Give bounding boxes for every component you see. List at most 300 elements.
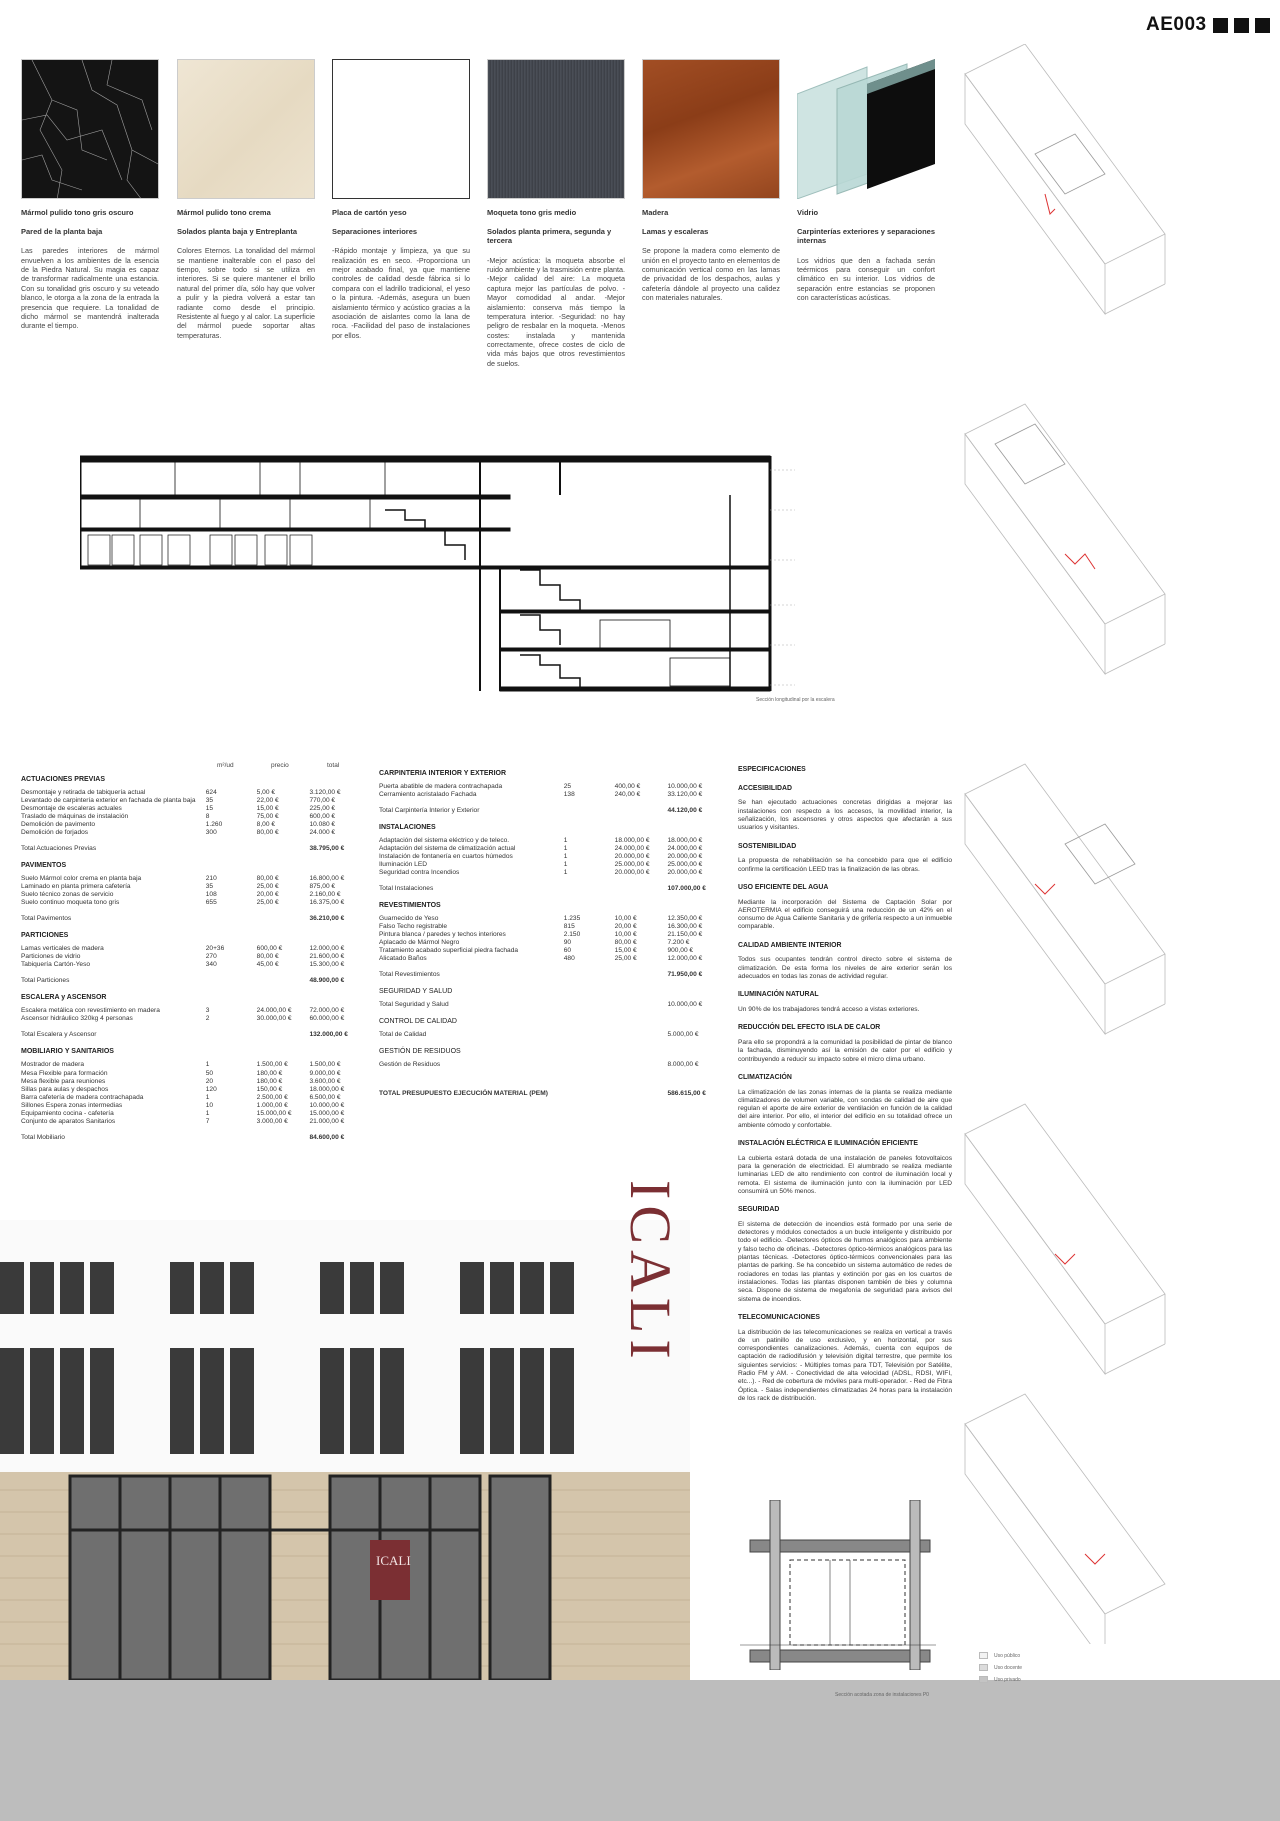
budget-price: 30.000,00 € <box>256 1015 292 1023</box>
budget-amount: 10.000,00 € <box>309 1101 345 1109</box>
budget-subtotal-label: Gestión de Residuos <box>379 1061 441 1069</box>
budget-qty: 1 <box>205 1061 210 1069</box>
budget-amount: 10.000,00 € <box>667 783 703 790</box>
spec-heading: ACCESIBILIDAD <box>738 784 792 792</box>
budget-subtotal: 38.795,00 € <box>309 845 345 853</box>
budget-subtotal: 107.000,00 € <box>667 885 706 893</box>
budget-row <box>21 805 366 813</box>
budget-price: 25.000,00 € <box>614 861 650 869</box>
budget-amount: 600,00 € <box>309 813 336 821</box>
legend-item <box>979 1676 1022 1683</box>
budget-amount: 33.120,00 € <box>667 791 703 799</box>
budget-item: Suelo Mármol color crema en planta baja <box>21 875 142 883</box>
budget-qty: 108 <box>205 891 217 899</box>
budget-item: Mesa flexible para reuniones <box>21 1077 106 1085</box>
budget-item: Demolición de pavimento <box>21 821 96 829</box>
budget-row <box>21 961 366 969</box>
budget-row <box>21 813 366 821</box>
budget-price: 15.000,00 € <box>256 1109 292 1117</box>
budget-row <box>379 947 724 955</box>
budget-item: Traslado de máquinas de instalación <box>21 813 129 821</box>
carpet-swatch <box>487 59 625 199</box>
budget-amount: 24.000,00 € <box>667 845 703 853</box>
budget-section-title: MOBILIARIO Y SANITARIOS <box>21 1048 114 1056</box>
material-wood <box>642 59 780 303</box>
budget-qty: 25 <box>563 783 572 790</box>
budget-qty: 340 <box>205 961 217 969</box>
budget-item: Seguridad contra Incendios <box>379 869 460 877</box>
budget-item: Cerramiento acristalado Fachada <box>379 791 477 799</box>
budget-section-title: PARTICIONES <box>21 932 69 940</box>
budget-price: 1.000,00 € <box>256 1101 288 1109</box>
budget-row <box>21 1086 366 1094</box>
budget-row <box>21 883 366 891</box>
budget-amount: 16.800,00 € <box>309 875 345 883</box>
budget-qty: 60 <box>563 947 572 955</box>
material-name: Moqueta tono gris medio <box>487 208 577 217</box>
budget-section <box>379 824 724 892</box>
budget-subtotal-label: Total Escalera y Ascensor <box>21 1031 97 1039</box>
detail-caption: Sección acotada zona de instalaciones P0 <box>835 1692 929 1698</box>
ground-pavement <box>0 1680 1280 1821</box>
spec-heading: INSTALACIÓN ELÉCTRICA E ILUMINACIÓN EFICIENTE <box>738 1140 918 1148</box>
sheet-marker-square <box>1213 18 1228 33</box>
budget-section <box>379 770 724 814</box>
budget-section-title: GESTIÓN DE RESIDUOS <box>379 1048 461 1056</box>
budget-row <box>21 821 366 829</box>
budget-subtotal-row <box>21 977 366 984</box>
spec-heading: USO EFICIENTE DEL AGUA <box>738 883 829 891</box>
spec-heading: TELECOMUNICACIONES <box>738 1313 820 1321</box>
budget-subtotal: 132.000,00 € <box>309 1031 348 1039</box>
material-name: Placa de cartón yeso <box>332 208 407 217</box>
budget-amount: 24.000 € <box>309 829 336 837</box>
budget-subtotal: 48.900,00 € <box>309 977 345 985</box>
budget-amount: 6.500,00 € <box>309 1093 341 1101</box>
legend-label: Uso público <box>994 1652 1021 1659</box>
budget-item: Alicatado Baños <box>379 955 427 963</box>
budget-price: 20.000,00 € <box>614 853 650 861</box>
budget-qty: 1 <box>563 861 568 869</box>
budget-price: 10,00 € <box>614 915 637 923</box>
budget-qty: 50 <box>205 1069 214 1077</box>
legend-item <box>979 1664 1022 1671</box>
budget-item: Lamas verticales de madera <box>21 945 104 953</box>
budget-item: Aplacado de Mármol Negro <box>379 939 460 947</box>
usage-legend <box>979 1652 1022 1688</box>
budget-qty: 2.150 <box>563 931 581 939</box>
plasterboard-swatch <box>332 59 470 199</box>
budget-row <box>21 1118 366 1126</box>
budget-row <box>379 853 724 861</box>
budget-subtotal: 71.950,00 € <box>667 971 703 979</box>
material-description: Los vidrios que den a fachada serán teérmicos para conseguir un confort climático en su interior. Los vidrios de separación entre estancias se proponen con características acústicas. <box>797 255 935 303</box>
budget-amount: 16.375,00 € <box>309 899 345 907</box>
budget-item: Instalación de fontanería en cuartos húmedos <box>379 853 513 861</box>
budget-subtotal-row <box>379 807 724 814</box>
specifications-panel <box>738 766 952 1403</box>
budget-item: Mesa Flexible para formación <box>21 1069 108 1077</box>
material-description: Se propone la madera como elemento de unión en el proyecto tanto en elementos de comunicación vertical como en las lamas de privacidad de los despachos, aulas y cafetería dándole al proyecto una calidez con materiales naturales. <box>642 246 780 303</box>
budget-row <box>21 1110 366 1118</box>
budget-subtotal: 8.000,00 € <box>667 1061 699 1069</box>
budget-price: 22,00 € <box>256 797 279 805</box>
spec-text: La cubierta estará dotada de una instalación de paneles fotovoltaicos para la generación de electricidad. El alumbrado se realiza mediante luminarias LED de alto rendimiento con control de iluminación local y remota. El sistema de iluminación junto con la iluminación por LED consumirá un 50% menos. <box>738 1154 952 1195</box>
budget-qty: 1.260 <box>205 821 223 829</box>
budget-item: Suelo técnico zonas de servicio <box>21 891 114 899</box>
budget-item: Adaptación del sistema eléctrico y de teleco. <box>379 837 510 845</box>
material-carpet <box>487 59 625 368</box>
budget-amount: 20.000,00 € <box>667 869 703 877</box>
budget-subtotal: 10.000,00 € <box>667 1001 703 1009</box>
budget-section <box>379 902 724 978</box>
material-cream-marble <box>177 59 315 340</box>
material-glass <box>797 59 935 303</box>
budget-price: 25,00 € <box>256 899 279 907</box>
budget-section-title: CARPINTERIA INTERIOR Y EXTERIOR <box>379 770 507 777</box>
budget-qty: 270 <box>205 953 217 961</box>
budget-qty: 7 <box>205 1117 210 1125</box>
grand-total-row <box>379 1090 724 1097</box>
material-use: Lamas y escaleras <box>642 227 709 236</box>
spec-text: La distribución de las telecomunicaciones se realiza en vertical a través de un patinillo de uso exclusivo, y en horizontal, por sus correspondientes canalizaciones. Además, cuenta con equipos de captación de radiodifusión y televisión digital terrestre, que permite los siguientes servicios: - Múltiples tomas para TDT, Televisión por Satélite, Radio FM y AM. - Conectividad de alta velocidad (ADSL, RDSI, WIFI, etc...). - Red de cobertura de móviles para multi-operador. - Red de Fibra Óptica. - Salas independientes climatizadas 24 horas para la instalación de los rack de distribución. <box>738 1328 952 1402</box>
budget-subtotal-label: Total Revestimientos <box>379 971 440 979</box>
budget-price: 3.000,00 € <box>256 1117 288 1125</box>
budget-amount: 12.350,00 € <box>667 915 703 923</box>
material-dark-marble <box>21 59 159 331</box>
material-plasterboard <box>332 59 470 340</box>
budget-qty: 8 <box>205 813 210 821</box>
budget-section <box>379 1048 724 1068</box>
budget-row <box>21 1102 366 1110</box>
budget-section <box>379 1018 724 1038</box>
budget-subtotal: 44.120,00 € <box>667 807 703 815</box>
spec-heading: SOSTENIBILIDAD <box>738 842 797 850</box>
budget-price: 15,00 € <box>614 947 637 955</box>
budget-section-title: PAVIMENTOS <box>21 862 67 870</box>
budget-section <box>21 1048 366 1140</box>
budget-row <box>379 783 724 791</box>
budget-subtotal-label: Total Pavimentos <box>21 915 72 923</box>
legend-label: Uso docente <box>994 1664 1023 1671</box>
budget-row <box>379 923 724 931</box>
budget-subtotal-label: Total Carpintería Interior y Exterior <box>379 807 480 815</box>
legend-label: Uso privado <box>994 1676 1021 1683</box>
budget-amount: 25.000,00 € <box>667 861 703 869</box>
budget-row <box>21 829 366 837</box>
grand-total-label: TOTAL PRESUPUESTO EJECUCIÓN MATERIAL (PEM) <box>379 1090 548 1098</box>
budget-row <box>379 931 724 939</box>
budget-subtotal-row <box>21 1134 366 1141</box>
budget-price: 180,00 € <box>256 1069 283 1077</box>
budget-row <box>21 953 366 961</box>
spec-heading: CALIDAD AMBIENTE INTERIOR <box>738 941 842 949</box>
budget-price: 80,00 € <box>256 875 279 883</box>
col-header-total: total <box>327 762 340 769</box>
budget-item: Ascensor hidráulico 320kg 4 personas <box>21 1015 133 1023</box>
legend-item <box>979 1652 1022 1659</box>
budget-subtotal: 84.600,00 € <box>309 1133 345 1141</box>
spec-text: La climatización de las zonas internas de la planta se realiza mediante climatizadores de volumen variable, con sondas de calidad de aire que regulan el aporte de aire exterior de ventilación en función de la calidad del aire interior. Por ello, el interior del edificio en su totalidad ofrece un ambiente cómodo y confortable. <box>738 1088 952 1129</box>
budget-row <box>21 1094 366 1102</box>
budget-price: 20,00 € <box>256 891 279 899</box>
budget-item: Desmontaje y retirada de tabiquería actual <box>21 789 146 796</box>
budget-amount: 1.500,00 € <box>309 1061 341 1069</box>
budget-qty: 90 <box>563 939 572 947</box>
budget-section <box>21 932 366 984</box>
budget-subtotal-label: Total Seguridad y Salud <box>379 1001 449 1009</box>
sheet-code: AE003 <box>1146 14 1207 35</box>
budget-item: Levantado de carpintería exterior en fachada de planta baja <box>21 797 196 805</box>
material-use: Carpinterías exteriores y separaciones internas <box>797 227 935 246</box>
budget-qty: 1 <box>563 837 568 845</box>
spec-heading: SEGURIDAD <box>738 1206 780 1214</box>
budget-price: 24.000,00 € <box>256 1007 292 1015</box>
budget-amount: 20.000,00 € <box>667 853 703 861</box>
budget-subtotal-row <box>379 885 724 892</box>
material-use: Pared de la planta baja <box>21 227 103 236</box>
budget-qty: 35 <box>205 797 214 805</box>
budget-amount: 3.120,00 € <box>309 789 341 796</box>
budget-row <box>21 1015 366 1023</box>
budget-row <box>379 939 724 947</box>
material-use: Solados planta baja y Entreplanta <box>177 227 298 236</box>
budget-amount: 7.200 € <box>667 939 690 947</box>
budget-price: 18.000,00 € <box>614 837 650 845</box>
spec-heading: REDUCCIÓN DEL EFECTO ISLA DE CALOR <box>738 1024 881 1032</box>
budget-qty: 35 <box>205 883 214 891</box>
budget-item: Puerta abatible de madera contrachapada <box>379 783 503 790</box>
budget-subtotal-label: Total Particiones <box>21 977 70 985</box>
budget-qty: 1 <box>563 853 568 861</box>
glass-swatch <box>797 59 935 199</box>
budget-price: 25,00 € <box>256 883 279 891</box>
budget-amount: 10.080 € <box>309 821 336 829</box>
spec-text: La propuesta de rehabilitación se ha concebido para que el edificio confirme la certificación LEED tras la finalización de las obras. <box>738 857 952 873</box>
budget-section-title: REVESTIMIENTOS <box>379 902 441 910</box>
grand-total: 586.615,00 € <box>667 1090 706 1098</box>
budget-amount: 2.160,00 € <box>309 891 341 899</box>
budget-qty: 300 <box>205 829 217 837</box>
budget-subtotal-row <box>379 1031 724 1038</box>
budget-amount: 225,00 € <box>309 805 336 813</box>
spec-heading: ILUMINACIÓN NATURAL <box>738 991 819 999</box>
budget-item: Iluminación LED <box>379 861 428 869</box>
budget-section-title: ESCALERA y ASCENSOR <box>21 994 107 1002</box>
budget-price: 20.000,00 € <box>614 869 650 877</box>
budget-row <box>21 1070 366 1078</box>
material-name: Mármol pulido tono gris oscuro <box>21 208 134 217</box>
budget-subtotal: 5.000,00 € <box>667 1031 699 1039</box>
budget-qty: 480 <box>563 955 575 963</box>
budget-item: Sillones Espera zonas intermedias <box>21 1101 123 1109</box>
budget-amount: 15.000,00 € <box>309 1109 345 1117</box>
budget-row <box>21 789 366 797</box>
budget-subtotal-row <box>379 971 724 978</box>
material-use: Solados planta primera, segunda y tercera <box>487 227 612 246</box>
budget-subtotal-row <box>379 1001 724 1008</box>
budget-subtotal-label: Total Mobiliario <box>21 1133 65 1141</box>
budget-row <box>21 1061 366 1069</box>
material-description: -Mejor acústica: la moqueta absorbe el ruido ambiente y la trasmisión entre planta. -Mejor calidad del aire: La moqueta captura mejor las partículas de polvo. -Mayor comodidad al andar. -Mejor aislamiento: conserva más tiempo la temperatura interior. -Seguridad: no hay peligro de resbalar en la moqueta. -Menos costes: instalada y mantenida correctamente, ofrece costes de ciclo de vida más bajos que otros revestimientos de suelos. <box>487 255 625 368</box>
budget-qty: 624 <box>205 789 217 796</box>
budget-amount: 16.300,00 € <box>667 923 703 931</box>
budget-item: Escalera metálica con revestimiento en madera <box>21 1007 160 1015</box>
installation-detail-drawing <box>740 1500 936 1670</box>
spec-text: Un 90% de los trabajadores tendrá acceso a vistas exteriores. <box>738 1005 920 1013</box>
budget-row <box>21 945 366 953</box>
budget-amount: 18.000,00 € <box>309 1085 345 1093</box>
spec-text: Todos sus ocupantes tendrán control directo sobre el sistema de climatización. De esta forma los niveles de aire exterior serán los adecuados en todas las zonas de actividad regular. <box>738 956 952 980</box>
budget-row <box>21 797 366 805</box>
sheet-marker-square <box>1255 18 1270 33</box>
budget-subtotal-row <box>21 1031 366 1038</box>
budget-amount: 21.150,00 € <box>667 931 703 939</box>
budget-item: Tabiquería Cartón-Yeso <box>21 961 91 969</box>
budget-item: Laminado en planta primera cafetería <box>21 883 131 891</box>
longitudinal-section-drawing <box>80 450 800 710</box>
budget-qty: 210 <box>205 875 217 883</box>
budget-amount: 875,00 € <box>309 883 336 891</box>
material-name: Mármol pulido tono crema <box>177 208 271 217</box>
budget-item: Falso Techo registrable <box>379 923 448 931</box>
budget-left-column <box>21 766 366 1141</box>
budget-item: Adaptación del sistema de climatización actual <box>379 845 516 853</box>
budget-right-column <box>379 760 724 1097</box>
spec-text: El sistema de detección de incendios está formado por una serie de detectores y módulos conectados a un bucle inteligente y distribuido por todo el edificio. -Detectores ópticos de humos analógicos para ambiente y falso techo de oficinas. -Detectores óptico-térmicos analógicos para las plantas técnicas. -Detectores óptico-térmicos convencionales para las plantas de parking. Se ha concebido un sistema automático de redes de rociadores en todas las plantas y extinción por gas en los cuartos de instalaciones. Todas las plantas disponen también de bies y columna seca. Dispone de sistema de megafonía de seguridad para avisos del sistema de incendios. <box>738 1220 952 1303</box>
budget-section-title: ACTUACIONES PREVIAS <box>21 776 106 783</box>
budget-row <box>379 837 724 845</box>
budget-qty: 1 <box>563 845 568 853</box>
budget-qty: 15 <box>205 805 214 813</box>
spec-text: Para ello se propondrá a la comunidad la posibilidad de pintar de blanco la fachada, disminuyendo así la emisión de calor por el edificio y contribuyendo a reducir su impacto sobre el micro clima urbano. <box>738 1038 952 1063</box>
spec-text: Mediante la incorporación del Sistema de Captación Solar por AEROTERMIA el edificio conseguirá una reducción de un 42% en el consumo de Agua Caliente Sanitaria y de grifería respecto a un inmueble comparable. <box>738 898 952 931</box>
spec-heading: ESPECIFICACIONES <box>738 766 806 773</box>
facade-render <box>0 1180 690 1680</box>
budget-qty: 1 <box>205 1109 210 1117</box>
budget-section <box>21 862 366 922</box>
budget-price: 150,00 € <box>256 1085 283 1093</box>
budget-amount: 770,00 € <box>309 797 336 805</box>
budget-subtotal: 36.210,00 € <box>309 915 345 923</box>
budget-row <box>21 1078 366 1086</box>
budget-subtotal-row <box>21 915 366 922</box>
budget-item: Mostrador de madera <box>21 1061 85 1069</box>
spec-heading: CLIMATIZACIÓN <box>738 1073 792 1081</box>
budget-qty: 20+36 <box>205 945 225 953</box>
budget-price: 1.500,00 € <box>256 1061 288 1069</box>
budget-row <box>21 875 366 883</box>
budget-price: 24.000,00 € <box>614 845 650 853</box>
budget-row <box>21 899 366 907</box>
material-description: Las paredes interiores de mármol envuelven a los ambientes de la esencia de la Piedra Natural. Su magia es capaz de transformar radicalmente una estancia. Con su tonalidad gris oscuro y su veteado blanco, le otorga a la zona de la entrada la presencia que requiere. La tonalidad de dicho mármol se mantendrá inalterada durante el tiempo. <box>21 246 159 331</box>
budget-price: 8,00 € <box>256 821 275 829</box>
budget-item: Guarnecido de Yeso <box>379 915 439 923</box>
budget-price: 45,00 € <box>256 961 279 969</box>
material-name: Madera <box>642 208 669 217</box>
budget-price: 240,00 € <box>614 791 641 799</box>
budget-item: Equipamiento cocina - cafetería <box>21 1109 114 1117</box>
sheet-marker-square <box>1234 18 1249 33</box>
col-header-unit: m²/ud <box>217 762 234 769</box>
budget-qty: 655 <box>205 899 217 907</box>
facade-vertical-logo: ICALI <box>618 1180 683 1365</box>
budget-subtotal-row <box>21 845 366 852</box>
legend-swatch <box>979 1664 988 1671</box>
budget-amount: 21.600,00 € <box>309 953 345 961</box>
budget-amount: 72.000,00 € <box>309 1007 345 1015</box>
budget-qty: 138 <box>563 791 575 799</box>
budget-item: Conjunto de aparatos Sanitarios <box>21 1117 116 1125</box>
budget-row <box>21 1007 366 1015</box>
budget-section-title: CONTROL DE CALIDAD <box>379 1018 457 1026</box>
budget-price: 10,00 € <box>614 931 637 939</box>
budget-row <box>379 915 724 923</box>
budget-row <box>379 861 724 869</box>
budget-price: 5,00 € <box>256 789 275 796</box>
legend-swatch <box>979 1652 988 1659</box>
budget-qty: 120 <box>205 1085 217 1093</box>
budget-qty: 815 <box>563 923 575 931</box>
budget-row <box>379 955 724 963</box>
budget-price: 80,00 € <box>256 829 279 837</box>
budget-item: Sillas para aulas y despachos <box>21 1085 109 1093</box>
budget-qty: 1 <box>563 869 568 877</box>
budget-item: Barra cafetería de madera contrachapada <box>21 1093 144 1101</box>
facade-door-sign: ICALI <box>376 1553 411 1568</box>
material-use: Separaciones interiores <box>332 227 418 236</box>
budget-amount: 60.000,00 € <box>309 1015 345 1023</box>
budget-subtotal-label: Total Actuaciones Previas <box>21 845 97 853</box>
budget-price: 2.500,00 € <box>256 1093 288 1101</box>
budget-section-title: SEGURIDAD Y SALUD <box>379 988 453 996</box>
budget-qty: 3 <box>205 1007 210 1015</box>
budget-amount: 21.000,00 € <box>309 1117 345 1125</box>
budget-row <box>379 869 724 877</box>
wood-swatch <box>642 59 780 199</box>
legend-swatch <box>979 1676 988 1683</box>
budget-price: 20,00 € <box>614 923 637 931</box>
section-caption: Sección longitudinal por la escalera <box>756 697 835 703</box>
budget-amount: 3.600,00 € <box>309 1077 341 1085</box>
exploded-axonometric-drawing <box>955 44 1185 1644</box>
budget-subtotal-label: Total Instalaciones <box>379 885 434 893</box>
budget-item: Particiones de vidrio <box>21 953 81 961</box>
budget-section-title: INSTALACIONES <box>379 824 436 832</box>
materials-panel <box>21 59 941 399</box>
budget-price: 600,00 € <box>256 945 283 953</box>
material-description: -Rápido montaje y limpieza, ya que su realización es en seco. -Proporciona un mejor acabado final, ya que mantiene controles de calidad desde fábrica si lo compara con el ladrillo tradicional, el yeso o la pintura. -Además, asegura un buen aislamiento térmico y acústico gracias a la asociación de aislantes como la lana de roca. -Facilidad del paso de instalaciones por ellos. <box>332 246 470 340</box>
budget-section <box>21 776 366 852</box>
budget-item: Tratamiento acabado superficial piedra fachada <box>379 947 519 955</box>
budget-section <box>21 994 366 1038</box>
budget-amount: 12.000,00 € <box>309 945 345 953</box>
budget-amount: 15.300,00 € <box>309 961 345 969</box>
budget-qty: 1.235 <box>563 915 581 923</box>
spec-text: Se han ejecutado actuaciones concretas dirigidas a mejorar las instalaciones con respecto a los accesos, la movilidad interior, la señalización, los ascensores y otros aspectos que afectarán a sus usuarios y visitantes. <box>738 799 952 832</box>
budget-qty: 10 <box>205 1101 214 1109</box>
budget-item: Desmontaje de escaleras actuales <box>21 805 122 813</box>
col-header-price: precio <box>271 762 289 769</box>
budget-subtotal-label: Total de Calidad <box>379 1031 427 1039</box>
budget-item: Suelo continuo moqueta tono gris <box>21 899 120 907</box>
budget-amount: 900,00 € <box>667 947 694 955</box>
budget-qty: 1 <box>205 1093 210 1101</box>
budget-row <box>379 845 724 853</box>
budget-price: 80,00 € <box>614 939 637 947</box>
cream-marble-swatch <box>177 59 315 199</box>
budget-amount: 18.000,00 € <box>667 837 703 845</box>
